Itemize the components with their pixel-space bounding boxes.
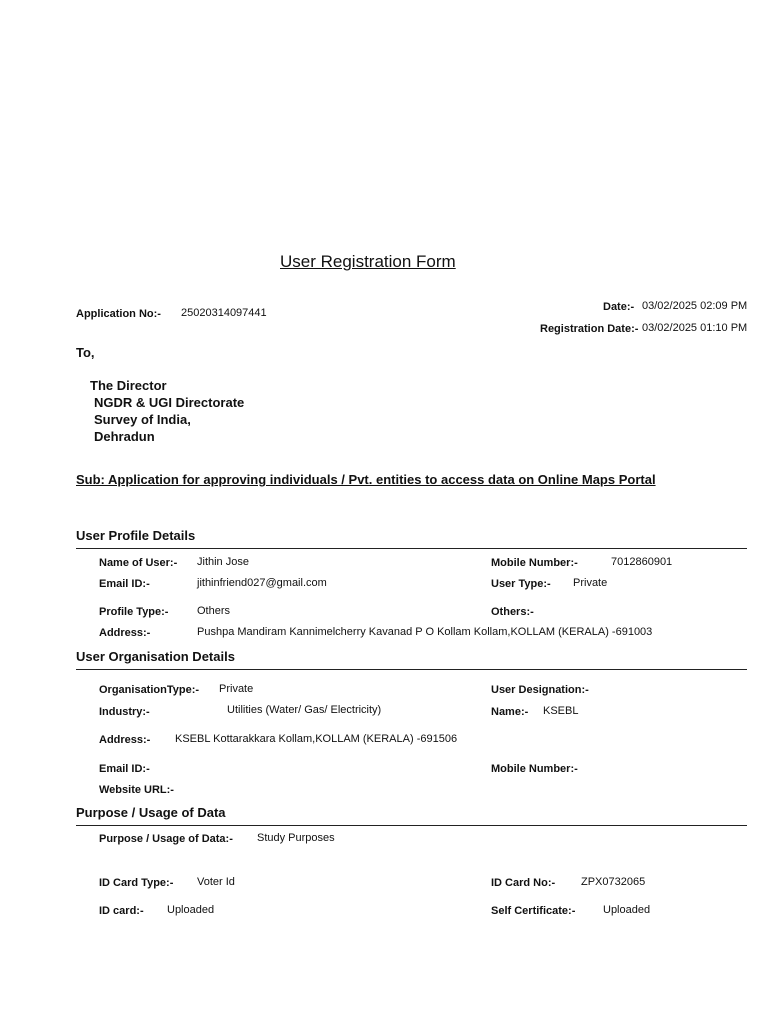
organisation-section-divider [76,669,747,670]
id-card-label: ID card:- [99,905,144,917]
user-name-label: Name of User:- [99,557,178,569]
purpose-section-heading: Purpose / Usage of Data [76,805,226,820]
recipient-line-1: The Director [90,378,167,393]
purpose-usage-label: Purpose / Usage of Data:- [99,833,233,845]
purpose-section-divider [76,825,747,826]
others-label: Others:- [491,606,534,618]
organisation-email-label: Email ID:- [99,763,150,775]
user-type-value: Private [573,577,608,589]
id-card-type-value: Voter Id [197,876,235,888]
industry-value: Utilities (Water/ Gas/ Electricity) [227,704,382,716]
date-label: Date:- [603,301,635,313]
recipient-line-4: Dehradun [94,429,155,444]
profile-type-value: Others [197,605,231,617]
email-label: Email ID:- [99,578,150,590]
organisation-name-value: KSEBL [543,705,579,717]
subject-line: Sub: Application for approving individuals / Pvt. entities to access data on Online Maps Portal [76,472,656,487]
organisation-type-value: Private [219,683,254,695]
id-card-no-value: ZPX0732065 [581,876,646,888]
organisation-address-label: Address:- [99,734,151,746]
registration-date-value: 03/02/2025 01:10 PM [642,322,748,334]
profile-section-divider [76,548,747,549]
recipient-line-3: Survey of India, [94,412,191,427]
user-name-value: Jithin Jose [197,556,249,568]
organisation-type-label: OrganisationType:- [99,684,200,696]
organisation-section-heading: User Organisation Details [76,649,235,664]
date-value: 03/02/2025 02:09 PM [642,300,748,312]
email-value: jithinfriend027@gmail.com [197,577,327,589]
recipient-line-2: NGDR & UGI Directorate [94,395,245,410]
application-no-label: Application No:- [76,308,161,320]
user-designation-label: User Designation:- [491,684,589,696]
to-line: To, [76,345,95,360]
organisation-mobile-label: Mobile Number:- [491,763,578,775]
organisation-address-value: KSEBL Kottarakkara Kollam,KOLLAM (KERALA) -691506 [175,733,458,745]
registration-date-label: Registration Date:- [540,323,639,335]
mobile-number-label: Mobile Number:- [491,557,578,569]
id-card-value: Uploaded [167,904,215,916]
application-no-value: 25020314097441 [181,307,267,319]
page-title: User Registration Form [280,252,456,271]
profile-section-heading: User Profile Details [76,528,196,543]
profile-type-label: Profile Type:- [99,606,169,618]
organisation-name-label: Name:- [491,706,529,718]
id-card-no-label: ID Card No:- [491,877,556,889]
user-type-label: User Type:- [491,578,551,590]
mobile-number-value: 7012860901 [611,556,673,568]
address-value: Pushpa Mandiram Kannimelcherry Kavanad P O Kollam Kollam,KOLLAM (KERALA) -691003 [197,626,653,638]
self-certificate-label: Self Certificate:- [491,905,576,917]
self-certificate-value: Uploaded [603,904,651,916]
website-url-label: Website URL:- [99,784,174,796]
id-card-type-label: ID Card Type:- [99,877,174,889]
address-label: Address:- [99,627,151,639]
purpose-usage-value: Study Purposes [257,832,335,844]
industry-label: Industry:- [99,706,150,718]
